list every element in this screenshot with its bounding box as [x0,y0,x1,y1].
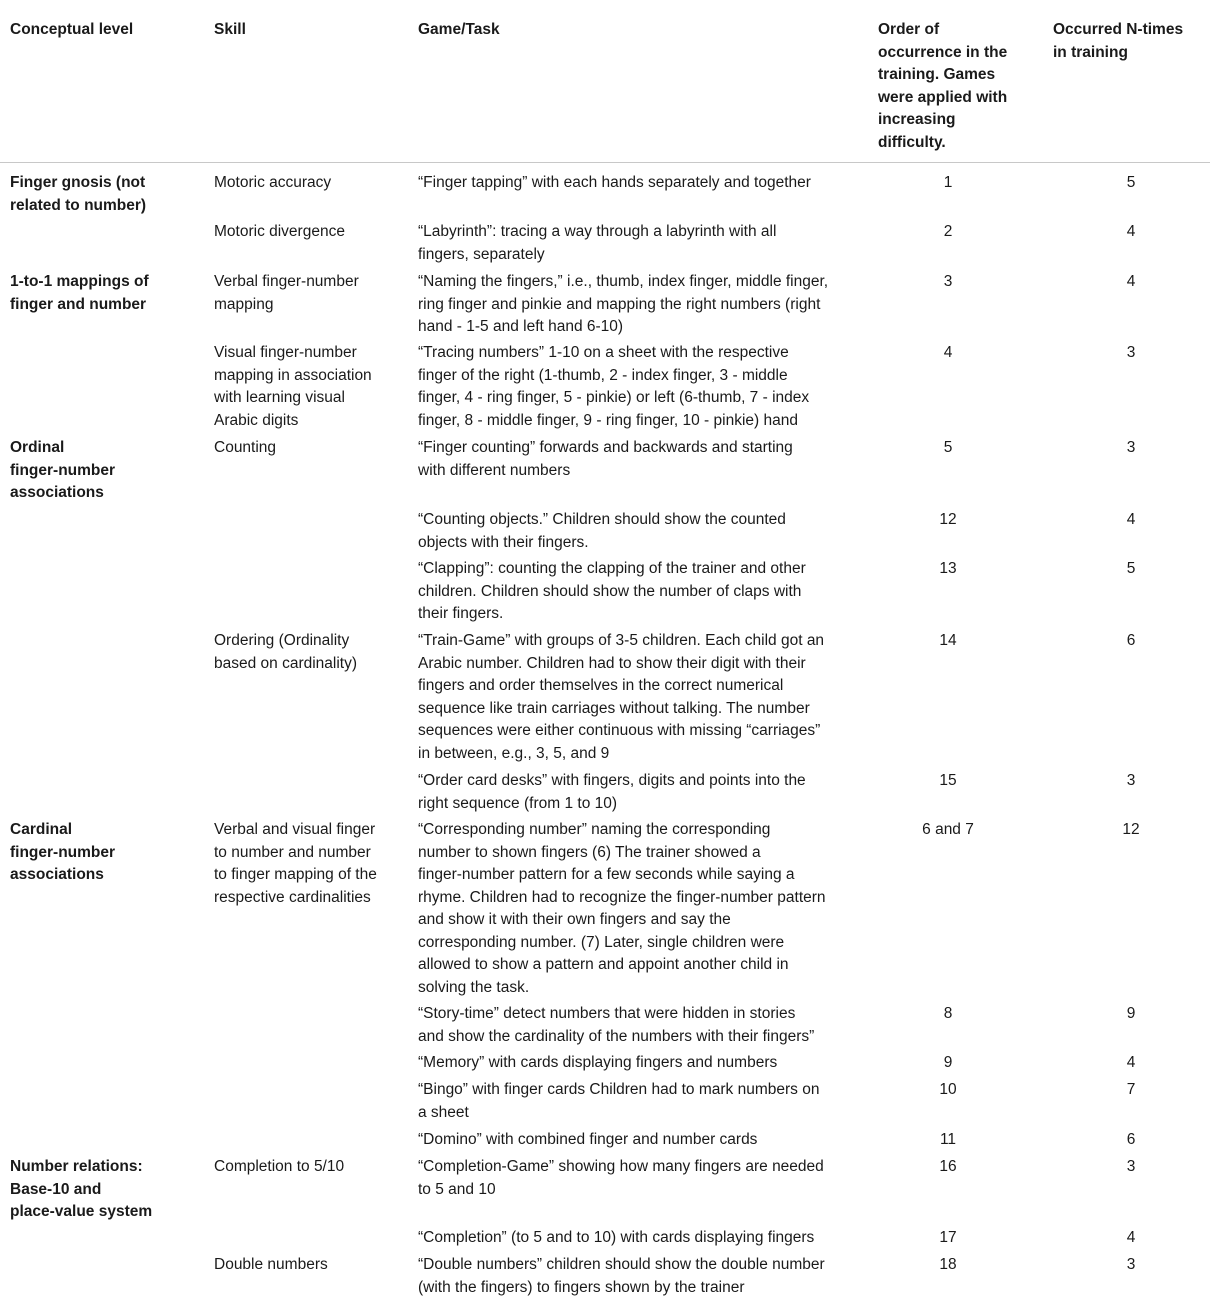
occurrence-count: 4 [1126,223,1136,240]
occurrence-count: 12 [1122,821,1140,838]
order-value: 18 [939,1256,957,1273]
skill-visual-finger-number-mapping: Visual finger-number mapping in association with learning visual Arabic digits [214,344,372,429]
skill-motoric-accuracy: Motoric accuracy [214,174,332,191]
game-task-text: “Labyrinth”: tracing a way through a labyrinth with all fingers, separately [418,223,777,263]
level-cardinal-associations: Cardinal finger-number associations [10,821,116,883]
occurrence-count: 3 [1126,772,1136,789]
level-number-relations: Number relations: Base-10 and place-value system [10,1158,153,1220]
game-task-text: “Domino” with combined finger and number cards [418,1131,758,1148]
order-value: 4 [943,344,953,361]
order-value: 16 [939,1158,957,1175]
header-game-task: Game/Task [418,21,500,38]
skill-cardinal-mapping: Verbal and visual finger to number and number to finger mapping of the respective cardinalities [214,821,377,906]
occurrence-count: 9 [1126,1005,1136,1022]
order-value: 17 [939,1229,957,1246]
order-value: 14 [939,632,957,649]
order-value: 11 [939,1131,957,1148]
game-task-text: “Tracing numbers” 1-10 on a sheet with the respective finger of the right (1-thumb, 2 - index finger, 3 - middle finger, 4 - ring finger, 5 - pinkie) or left (6-thumb, 7 - index finger, 8 - middle finger, 9 - ring finger, 10 - pinkie) hand [418,344,810,429]
order-value: 10 [939,1081,957,1098]
game-task-text: “Counting objects.” Children should show the counted objects with their fingers. [418,511,786,551]
game-task-text: “Finger tapping” with each hands separately and together [418,174,811,191]
game-task-text: “Naming the fingers,” i.e., thumb, index finger, middle finger, ring finger and pinkie and mapping the right numbers (right hand - 1-5 and left hand 6-10) [418,273,829,335]
game-task-text: “Clapping”: counting the clapping of the trainer and other children. Children should show the number of claps with their fingers. [418,560,806,622]
order-value: 3 [943,273,953,290]
header-occurred: Occurred N-times in training [1053,21,1184,61]
occurrence-count: 4 [1126,1054,1136,1071]
skill-motoric-divergence: Motoric divergence [214,223,345,240]
header-skill: Skill [214,21,246,38]
order-value: 6 and 7 [922,821,974,838]
level-one-to-one-mappings: 1-to-1 mappings of finger and number [10,273,149,313]
order-value: 9 [943,1054,953,1071]
order-value: 8 [943,1005,953,1022]
game-task-text: “Order card desks” with fingers, digits and points into the right sequence (from 1 to 10) [418,772,806,812]
order-value: 12 [939,511,957,528]
game-task-text: “Completion-Game” showing how many fingers are needed to 5 and 10 [418,1158,824,1198]
occurrence-count: 7 [1126,1081,1136,1098]
header-conceptual-level: Conceptual level [10,21,134,38]
header-order: Order of occurrence in the training. Games were applied with increasing difficulty. [878,21,1008,151]
skill-completion: Completion to 5/10 [214,1158,345,1175]
occurrence-count: 6 [1126,632,1136,649]
skill-ordering: Ordering (Ordinality based on cardinality) [214,632,358,672]
game-task-text: “Train-Game” with groups of 3-5 children. Each child got an Arabic number. Children had to show their digit with their fingers and order themselves in the correct numerical sequence like train carriages without talking. The number sequences were either continuous with missing “carriages” in between, e.g., 3, 5, and 9 [418,632,825,762]
order-value: 13 [939,560,957,577]
occurrence-count: 5 [1126,174,1136,191]
game-task-text: “Memory” with cards displaying fingers and numbers [418,1054,778,1071]
occurrence-count: 3 [1126,439,1136,456]
occurrence-count: 6 [1126,1131,1136,1148]
order-value: 15 [939,772,957,789]
game-task-text: “Story-time” detect numbers that were hidden in stories and show the cardinality of the numbers with their fingers” [418,1005,815,1045]
game-task-text: “Bingo” with finger cards Children had to mark numbers on a sheet [418,1081,820,1121]
level-ordinal-associations: Ordinal finger-number associations [10,439,116,501]
level-finger-gnosis: Finger gnosis (not related to number) [10,174,147,214]
game-task-text: “Completion” (to 5 and to 10) with cards displaying fingers [418,1229,815,1246]
order-value: 5 [943,439,953,456]
skill-double-numbers: Double numbers [214,1256,328,1273]
header-divider [0,162,1210,163]
occurrence-count: 3 [1126,1158,1136,1175]
order-value: 1 [943,174,953,191]
game-task-text: “Finger counting” forwards and backwards and starting with different numbers [418,439,793,479]
occurrence-count: 4 [1126,273,1136,290]
skill-verbal-finger-number-mapping: Verbal finger-number mapping [214,273,359,313]
occurrence-count: 4 [1126,1229,1136,1246]
occurrence-count: 5 [1126,560,1136,577]
skill-counting: Counting [214,439,277,456]
game-task-text: “Corresponding number” naming the corresponding number to shown fingers (6) The trainer showed a finger-number pattern for a few seconds while saying a rhyme. Children had to recognize the finger-number pattern and show it with their own fingers and say the corresponding number. (7) Later, single children were allowed to show a pattern and appoint another child in solving the task. [418,821,826,996]
occurrence-count: 3 [1126,344,1136,361]
occurrence-count: 3 [1126,1256,1136,1273]
occurrence-count: 4 [1126,511,1136,528]
game-task-text: “Double numbers” children should show the double number (with the fingers) to fingers shown by the trainer [418,1256,825,1296]
order-value: 2 [943,223,953,240]
